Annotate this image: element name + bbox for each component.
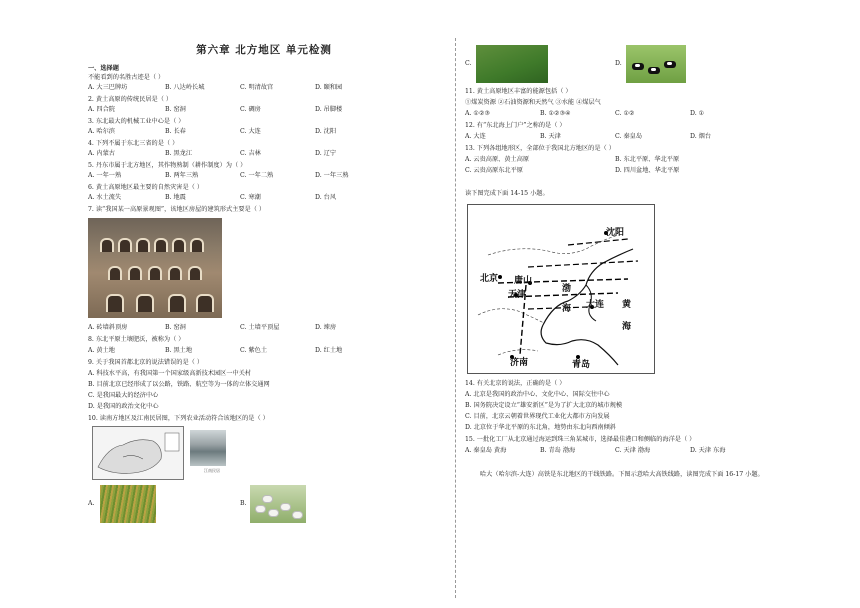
map-label-dalian: 大连 <box>586 300 605 310</box>
map-label-shenyang: 沈阳 <box>606 228 625 238</box>
option[interactable]: D. 烟台 <box>690 133 712 140</box>
option[interactable]: A. 内蒙古 <box>88 150 115 157</box>
question-stem: 8. 东北平原土壤肥沃，被称为（ ） <box>88 336 185 343</box>
option[interactable]: B. 两年三熟 <box>165 172 199 179</box>
option[interactable]: D. 辽宁 <box>315 150 337 157</box>
option[interactable]: D. <box>615 60 622 67</box>
option[interactable]: D. 吊脚楼 <box>315 106 343 113</box>
option[interactable]: A. 大连 <box>465 133 486 140</box>
option[interactable]: A. 水土流失 <box>88 194 122 201</box>
option[interactable]: A. 科技水平高，有我国第一个国家级高新技术园区一中关村 <box>88 370 252 377</box>
question-stem: 不能看到的名胜古迹是（ ） <box>88 74 165 81</box>
option[interactable]: C. 碉房 <box>240 106 261 113</box>
farmland-photo <box>476 45 548 83</box>
passage-intro: 哈大（哈尔滨-大连）高铁是东北地区的干线铁路。下图示意哈大高铁线路，读图完成下面 16-17 小题。 <box>480 471 764 478</box>
page-title: 第六章 北方地区 单元检测 <box>196 44 332 56</box>
question-stem: 2. 黄土高原的传统民居是（ ） <box>88 96 173 103</box>
cattle-photo <box>626 45 686 83</box>
option[interactable]: B. 国务院决定设立“雄安新区”是为了扩大北京的城市规模 <box>465 402 623 409</box>
option[interactable]: D. 北京位于华北平原的东北角，地势由东北向西南倾斜 <box>465 424 616 431</box>
option[interactable]: D. 是我国的政治文化中心 <box>88 403 159 410</box>
option[interactable]: A. <box>88 500 95 507</box>
option[interactable]: C. 云贵高原东北平原 <box>465 167 523 174</box>
option[interactable]: C. 吉林 <box>240 150 261 157</box>
coastline-icon <box>468 205 654 373</box>
option[interactable]: D. 红土地 <box>315 347 343 354</box>
option[interactable]: A. 大三巴牌坊 <box>88 84 128 91</box>
question-stem: 4. 下列不属于东北三省的是（ ） <box>88 140 179 147</box>
question-stem: 9. 关于我国首都北京的说法错误的是（ ） <box>88 359 204 366</box>
option[interactable]: B. 青岛 渤海 <box>540 447 576 454</box>
question-stem: 3. 东北最大的机械工业中心是（ ） <box>88 118 185 125</box>
photo-caption: 江南民居 <box>204 468 220 473</box>
option[interactable]: A. 云贵高原、黄土高原 <box>465 156 530 163</box>
option[interactable]: A. 四合院 <box>88 106 115 113</box>
question-stem: 12. 有“东北海上门户”之称的是（ ） <box>465 122 566 129</box>
option[interactable]: C. 大连 <box>240 128 261 135</box>
option[interactable]: D. 竦房 <box>315 324 337 331</box>
option[interactable]: B. 窑洞 <box>165 106 186 113</box>
option[interactable]: C. ①② <box>615 110 635 117</box>
map-label-huang: 黄 <box>622 300 632 310</box>
option[interactable]: B. 窑洞 <box>165 324 186 331</box>
option[interactable]: A. ①②③ <box>465 110 491 117</box>
option[interactable]: B. 八达岭长城 <box>165 84 205 91</box>
map-label-qingdao: 青岛 <box>572 360 591 370</box>
option[interactable]: C. 紫色土 <box>240 347 268 354</box>
map-label-bo: 渤 <box>562 284 572 294</box>
option[interactable]: A. 北京是我国的政治中心、文化中心、国际交往中心 <box>465 391 610 398</box>
option[interactable]: B. 长春 <box>165 128 186 135</box>
question-stem: 13. 下列各组地形区，全部位于我国北方地区的是（ ） <box>465 145 615 152</box>
option[interactable]: A. 哈尔滨 <box>88 128 115 135</box>
option[interactable]: D. 一年三熟 <box>315 172 349 179</box>
option[interactable]: C. 明清故宫 <box>240 84 274 91</box>
map-label-tangshan: 唐山 <box>514 276 533 286</box>
option[interactable]: B. <box>240 500 247 507</box>
south-china-map <box>92 426 184 480</box>
option[interactable]: B. 黑龙江 <box>165 150 193 157</box>
question-stem: 7. 读“我国某一高原景观图”，该地区房屋的建筑形式主要是（ ） <box>88 206 266 213</box>
option[interactable]: C. 天津 渤海 <box>615 447 651 454</box>
question-stem: 15. 一批化工厂从北京通过海运到珠三角某城市，选择最佳港口和侧临的海洋是（ ） <box>465 436 696 443</box>
question-stem: 5. 丹东市属于北方地区，其作物熟制（耕作制度）为（ ） <box>88 162 247 169</box>
option[interactable]: B. ①②③④ <box>540 110 571 117</box>
question-stem: 6. 黄土高原地区最主要的自然灾害是（ ） <box>88 184 204 191</box>
sheep-photo <box>250 485 306 523</box>
option[interactable]: A. 砖墙斜顶房 <box>88 324 128 331</box>
option[interactable]: C. 寒潮 <box>240 194 261 201</box>
option[interactable]: C. 土墙平顶屋 <box>240 324 280 331</box>
jiangnan-house-photo <box>190 430 226 466</box>
cave-dwelling-photo <box>88 218 222 318</box>
question-stem: 14. 有关北京的说法，正确的是（ ） <box>465 380 566 387</box>
option[interactable]: D. 颐和园 <box>315 84 343 91</box>
option[interactable]: C. 是我国最大的经济中心 <box>88 392 159 399</box>
north-china-map <box>467 204 655 374</box>
option[interactable]: A. 一年一熟 <box>88 172 122 179</box>
option[interactable]: C. 秦皇岛 <box>615 133 643 140</box>
map-label-beijing: 北京 <box>480 274 499 284</box>
option[interactable]: D. 台风 <box>315 194 337 201</box>
map-intro: 读下图完成下面 14-15 小题。 <box>465 190 549 197</box>
option[interactable]: B. 天津 <box>540 133 561 140</box>
map-outline-icon <box>93 427 183 479</box>
question-stem: 11. 黄土高原地区丰富的能源包括（ ） <box>465 88 572 95</box>
column-divider <box>455 38 456 598</box>
map-label-hai: 海 <box>562 304 572 314</box>
section-heading: 一、选择题 <box>88 65 119 72</box>
option[interactable]: B. 目前北京已经形成了以公路，铁路、航空等为一体的立体交通网 <box>88 381 270 388</box>
option[interactable]: D. 沈阳 <box>315 128 337 135</box>
option[interactable]: B. 东北平原、华北平原 <box>615 156 680 163</box>
map-label-tianjin: 天津 <box>508 290 527 300</box>
option[interactable]: C. <box>465 60 472 67</box>
option[interactable]: D. ① <box>690 110 705 117</box>
option[interactable]: D. 四川盆地、华北平原 <box>615 167 680 174</box>
option[interactable]: B. 黑土地 <box>165 347 193 354</box>
rice-field-photo <box>100 485 156 523</box>
option[interactable]: A. 黄土地 <box>88 347 115 354</box>
question-stem: 10. 读南方地区及江南民居图，下列农业活动符合该地区的是（ ） <box>88 415 269 422</box>
sub-options: ①煤炭资源 ②石油资源和天然气 ③水能 ④煤层气 <box>465 99 601 106</box>
option[interactable]: B. 地震 <box>165 194 186 201</box>
option[interactable]: C. 目前，北京云朝着世界现代工业化大都市方向发展 <box>465 413 610 420</box>
map-label-hai-2: 海 <box>622 322 632 332</box>
option[interactable]: A. 秦皇岛 黄海 <box>465 447 507 454</box>
option[interactable]: C. 一年二熟 <box>240 172 274 179</box>
map-label-jinan: 济南 <box>510 358 529 368</box>
option[interactable]: D. 天津 东海 <box>690 447 726 454</box>
